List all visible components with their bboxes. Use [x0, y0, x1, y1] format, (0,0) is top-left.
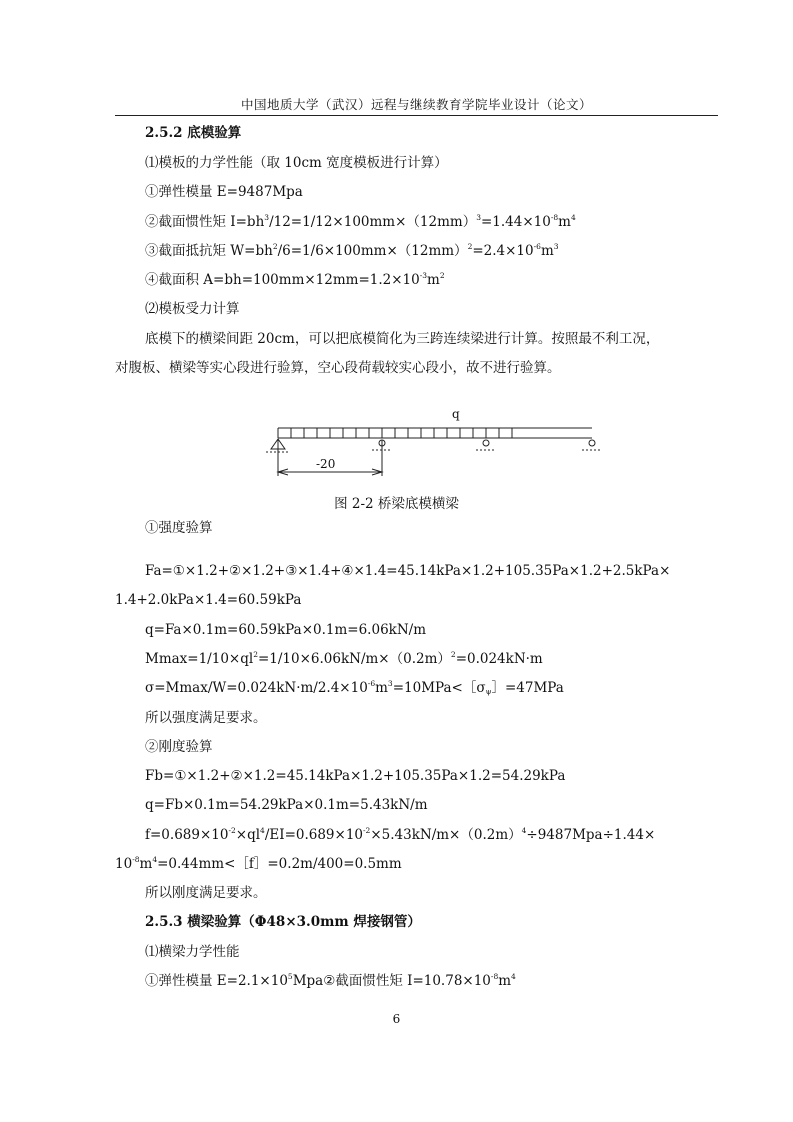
- force-paragraph-line-1: 底模下的横梁间距 20cm，可以把底模简化为三跨连续梁进行计算。按照最不利工况，: [145, 331, 660, 347]
- beam-diagram: [260, 400, 600, 480]
- force-paragraph-line-2: 对腹板、横梁等实心段进行验算，空心段荷载较实心段小，故不进行验算。: [115, 360, 561, 376]
- crossbeam-props: ①弹性模量 $E=2.1\times 10^5Mpa②$截面惯性矩 $I=10.78\times 10^{-8}m^4$: [145, 972, 516, 989]
- props-intro: ⑴模板的力学性能（取 10cm 宽度模板进行计算）: [145, 155, 448, 171]
- stress-formula: $\sigma=Mmax/W=0.024kN\cdot m/2.4\times 10^{-6}m^3=10MPa<[\sigma_\psi]=47MPa$: [145, 679, 564, 696]
- elastic-modulus: ①弹性模量 E=9487Mpa: [145, 184, 303, 200]
- deflection-formula-line-1: $f=0.689\times 10^{-2}\times ql^4/EI=0.689\times 10^{-2}\times 5.43kN/m\times(0.2m)^4\div 9487Mpa\div 1.44\times$: [145, 826, 656, 843]
- support-roller-3: [476, 440, 496, 450]
- moment-of-inertia: ②截面惯性矩 $I=bh^3/12=1/12\times 100mm\times(12mm)^3=1.44\times 10^{-8}m^4$: [145, 213, 576, 230]
- fa-formula-line-1: Fa=①×1.2+②×1.2+③×1.4+④×1.4=45.14kPa×1.2+105.35Pa×1.2+2.5kPa×: [145, 563, 671, 579]
- strength-title: ①强度验算: [145, 520, 213, 536]
- section-2-5-3-heading: 2.5.3 横梁验算（Φ48×3.0mm 焊接钢管）: [145, 914, 421, 930]
- running-header: 中国地质大学（武汉）远程与继续教育学院毕业设计（论文）: [240, 97, 592, 112]
- mmax-formula: $Mmax=1/10\times ql^2=1/10\times 6.06kN/m\times(0.2m)^2=0.024kN\cdot m$: [145, 650, 543, 667]
- fa-formula-line-2: 1.4+2.0kPa×1.4=60.59kPa: [115, 592, 302, 608]
- header-rule: [115, 115, 718, 116]
- crossbeam-props-title: ⑴横梁力学性能: [145, 944, 240, 960]
- support-roller-4: [582, 440, 600, 450]
- section-2-5-2-heading: 2.5.2 底模验算: [145, 125, 242, 141]
- stiffness-title: ②刚度验算: [145, 739, 213, 755]
- section-modulus: ③截面抵抗矩 $W=bh^2/6=1/6\times 100mm\times(12mm)^2=2.4\times 10^{-6}m^3$: [145, 242, 559, 259]
- page-number: 6: [392, 1012, 401, 1026]
- dimension-label: -20: [316, 457, 336, 471]
- q-formula-stiffness: q=Fb×0.1m=54.29kPa×0.1m=5.43kN/m: [145, 797, 428, 813]
- section-area: ④截面积 $A=bh=100mm\times 12mm=1.2\times 10^{-3}m^2$: [145, 271, 445, 288]
- figure-caption: 图 2-2 桥梁底模横梁: [334, 496, 459, 512]
- strength-ok: 所以强度满足要求。: [145, 710, 267, 726]
- stiffness-ok: 所以刚度满足要求。: [145, 885, 267, 901]
- deflection-formula-line-2: $10^{-8}m^4=0.44mm<[f]=0.2m/400=0.5mm$: [115, 855, 402, 872]
- load-label: q: [452, 407, 460, 421]
- q-formula-strength: q=Fa×0.1m=60.59kPa×0.1m=6.06kN/m: [145, 622, 426, 638]
- fb-formula: Fb=①×1.2+②×1.2=45.14kPa×1.2+105.35Pa×1.2=54.29kPa: [145, 768, 566, 784]
- force-title: ⑵模板受力计算: [145, 301, 240, 317]
